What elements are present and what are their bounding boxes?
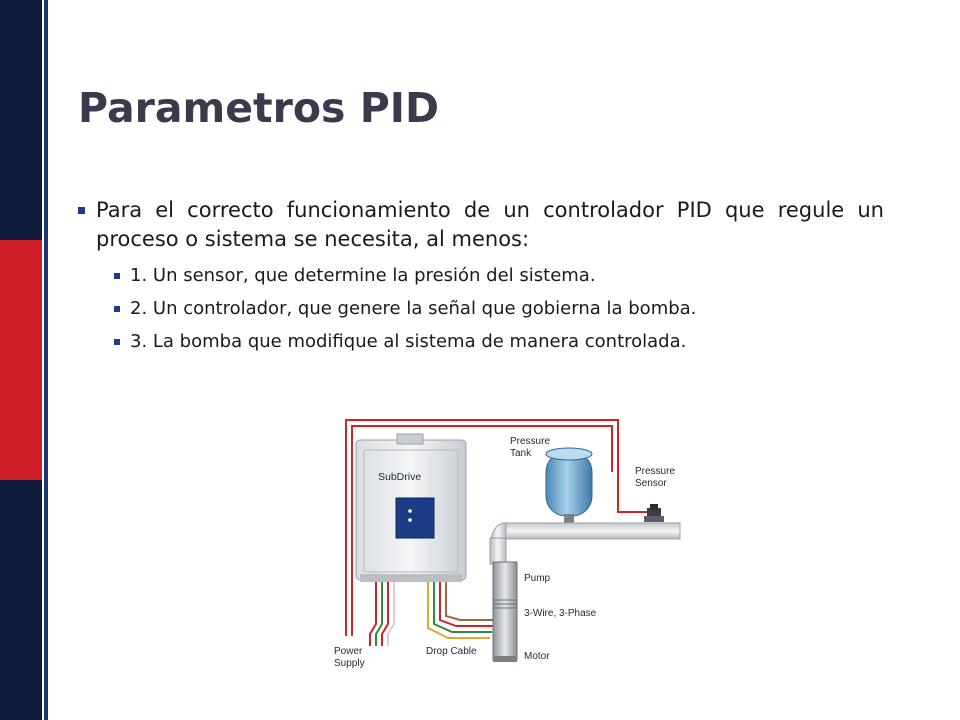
label-power-supply-line1: Power: [334, 646, 363, 657]
drop-cable-wires: [428, 582, 496, 638]
water-pipe: [490, 523, 680, 564]
slide-title: Parametros PID: [78, 84, 440, 132]
bullet-square-icon: [78, 207, 85, 214]
side-bar-navy-bottom: [0, 480, 42, 720]
label-pressure-sensor-line1: Pressure: [635, 466, 676, 477]
side-divider-line: [44, 0, 48, 720]
side-accent-bar: [0, 0, 42, 720]
bullet-text: 2. Un controlador, que genere la señal que gobierna la bomba.: [130, 298, 697, 319]
bullet-text: 1. Un sensor, que determine la presión del sistema.: [130, 265, 596, 286]
controller-label: SubDrive: [378, 471, 422, 483]
label-power-supply-line2: Supply: [334, 658, 365, 669]
label-pressure-sensor-line2: Sensor: [635, 478, 667, 489]
label-drop-cable: Drop Cable: [426, 646, 477, 657]
bullet-text: 3. La bomba que modifique al sistema de manera controlada.: [130, 331, 687, 352]
side-bar-navy-top: [0, 0, 42, 240]
bullet-level2-pump: [78, 330, 884, 354]
label-pressure-tank-line2: Tank: [510, 448, 532, 459]
bullet-level2-controller: [78, 297, 884, 321]
label-pump: Pump: [524, 573, 551, 584]
bullet-level2-sensor: [78, 264, 884, 288]
side-bar-red-middle: [0, 240, 42, 480]
label-pressure-tank-line1: Pressure: [510, 436, 551, 447]
pressure-tank: [546, 448, 592, 534]
label-wiring: 3-Wire, 3-Phase: [524, 608, 597, 619]
bullet-level1: [78, 196, 884, 254]
power-supply-wires: [370, 582, 394, 646]
submersible-pump: [493, 562, 517, 662]
label-motor: Motor: [524, 651, 550, 662]
bullet-list: [78, 196, 884, 363]
bullet-square-icon: [114, 273, 120, 279]
subdrive-controller: [356, 434, 466, 582]
bullet-square-icon: [114, 339, 120, 345]
pump-system-diagram: [330, 412, 710, 680]
pressure-sensor: [644, 504, 664, 522]
bullet-square-icon: [114, 306, 120, 312]
bullet-text: Para el correcto funcionamiento de un controlador PID que regule un proceso o sistema se necesita, al menos:: [96, 198, 884, 251]
